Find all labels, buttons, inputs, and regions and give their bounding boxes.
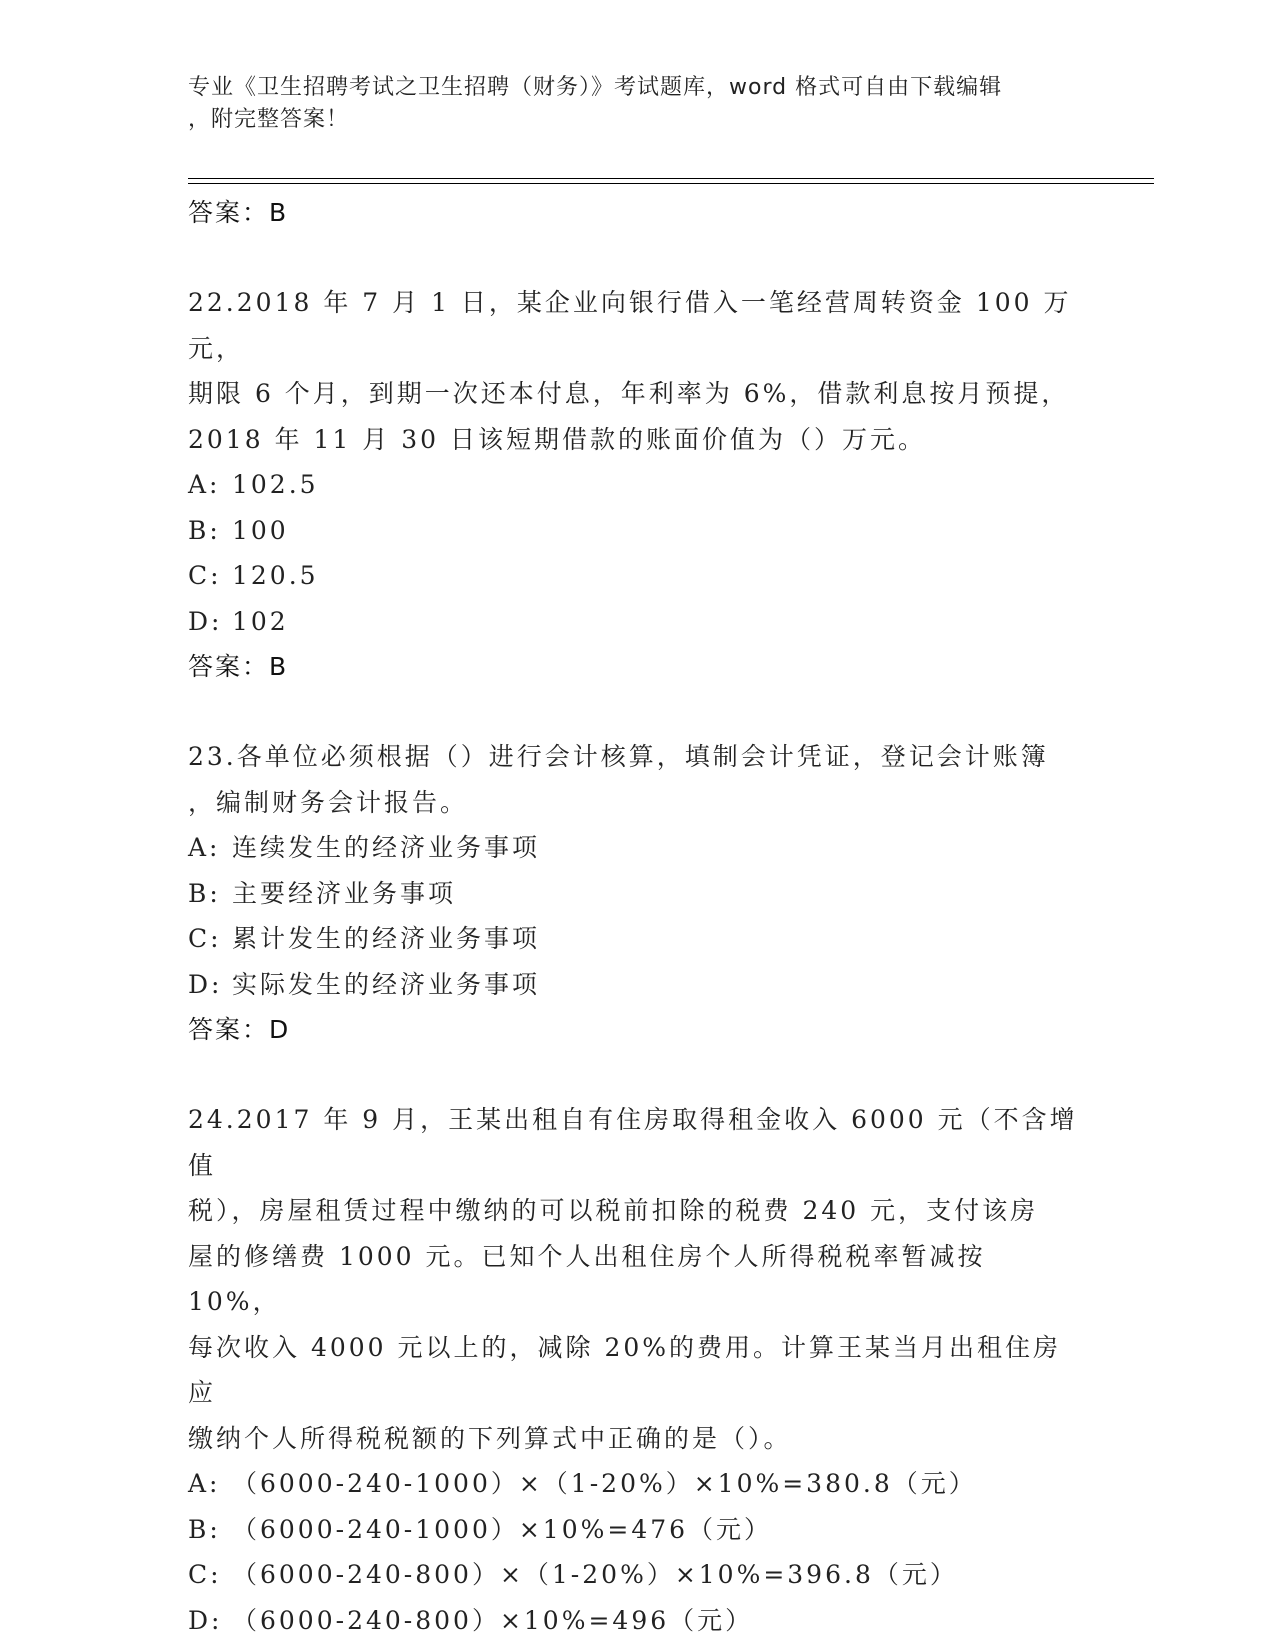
option-text: 120.5 xyxy=(232,561,319,590)
option-text: 102 xyxy=(232,606,289,636)
question-23 xyxy=(188,734,1088,1053)
option-label: C: xyxy=(188,561,222,590)
option-label: C: xyxy=(188,1560,222,1589)
option-d xyxy=(188,1598,1088,1644)
question-24 xyxy=(188,1097,1088,1643)
option-label: D: xyxy=(188,969,223,999)
header-title-continued: ，附完整答案！ xyxy=(188,107,350,132)
option-label: A: xyxy=(188,1469,221,1498)
option-b xyxy=(188,1507,1088,1553)
option-c xyxy=(188,1552,1088,1598)
content-area xyxy=(188,190,1088,1643)
option-label: D: xyxy=(188,606,223,636)
option-text: 102.5 xyxy=(232,470,319,499)
option-text: 连续发生的经济业务事项 xyxy=(232,833,541,862)
option-label: B: xyxy=(188,1514,221,1544)
option-c xyxy=(188,553,1088,599)
option-label: B: xyxy=(188,515,221,545)
option-c xyxy=(188,916,1088,962)
option-label: B: xyxy=(188,878,221,908)
question-22 xyxy=(188,280,1088,690)
option-text: （6000-240-1000）×（1-20%）×10%=380.8（元） xyxy=(232,1469,977,1498)
option-label: C: xyxy=(188,924,222,953)
option-a xyxy=(188,1461,1088,1507)
option-d xyxy=(188,599,1088,645)
answer-line: 答案：B xyxy=(188,652,289,681)
header-title: 专业《卫生招聘考试之卫生招聘（财务）》考试题库，word 格式可自由下载编辑 xyxy=(188,75,1003,100)
question-text: 22.2018 年 7 月 1 日，某企业向银行借入一笔经营周转资金 100 万元， 期限 6 个月，到期一次还本付息，年利率为 6%，借款利息按月预提， 2018 年 11 月 30 日该短期借款的账面价值为（）万元。 xyxy=(188,288,1072,454)
header-divider-bottom xyxy=(188,183,1154,184)
option-text: 累计发生的经济业务事项 xyxy=(232,924,541,953)
option-text: 100 xyxy=(232,515,289,545)
option-text: 主要经济业务事项 xyxy=(232,878,457,908)
question-text: 23.各单位必须根据（）进行会计核算，填制会计凭证，登记会计账簿 ，编制财务会计报告。 xyxy=(188,742,1049,817)
option-text: （6000-240-1000）×10%=476（元） xyxy=(232,1514,773,1544)
option-d xyxy=(188,962,1088,1008)
option-label: A: xyxy=(188,470,221,499)
option-text: 实际发生的经济业务事项 xyxy=(232,969,541,999)
question-text: 24.2017 年 9 月，王某出租自有住房取得租金收入 6000 元（不含增值 税），房屋租赁过程中缴纳的可以税前扣除的税费 240 元，支付该房 屋的修缮费 1000 元。已知个人出租住房个人所得税税率暂减按 10%， 每次收入 4000 元以上的，减除 20%的费用。计算王某当月出租住房应 缴纳个人所得税税额的下列算式中正确的是（）。 xyxy=(188,1105,1078,1453)
answer-line: 答案：D xyxy=(188,1015,291,1044)
option-b xyxy=(188,508,1088,554)
previous-answer: 答案：B xyxy=(188,198,289,227)
option-label: D: xyxy=(188,1605,223,1635)
option-a xyxy=(188,462,1088,508)
option-a xyxy=(188,825,1088,871)
option-text: （6000-240-800）×10%=496（元） xyxy=(232,1605,754,1635)
header-divider-top xyxy=(188,178,1154,179)
option-label: A: xyxy=(188,833,221,862)
option-text: （6000-240-800）×（1-20%）×10%=396.8（元） xyxy=(232,1560,958,1589)
page-header xyxy=(188,72,1088,136)
option-b xyxy=(188,871,1088,917)
